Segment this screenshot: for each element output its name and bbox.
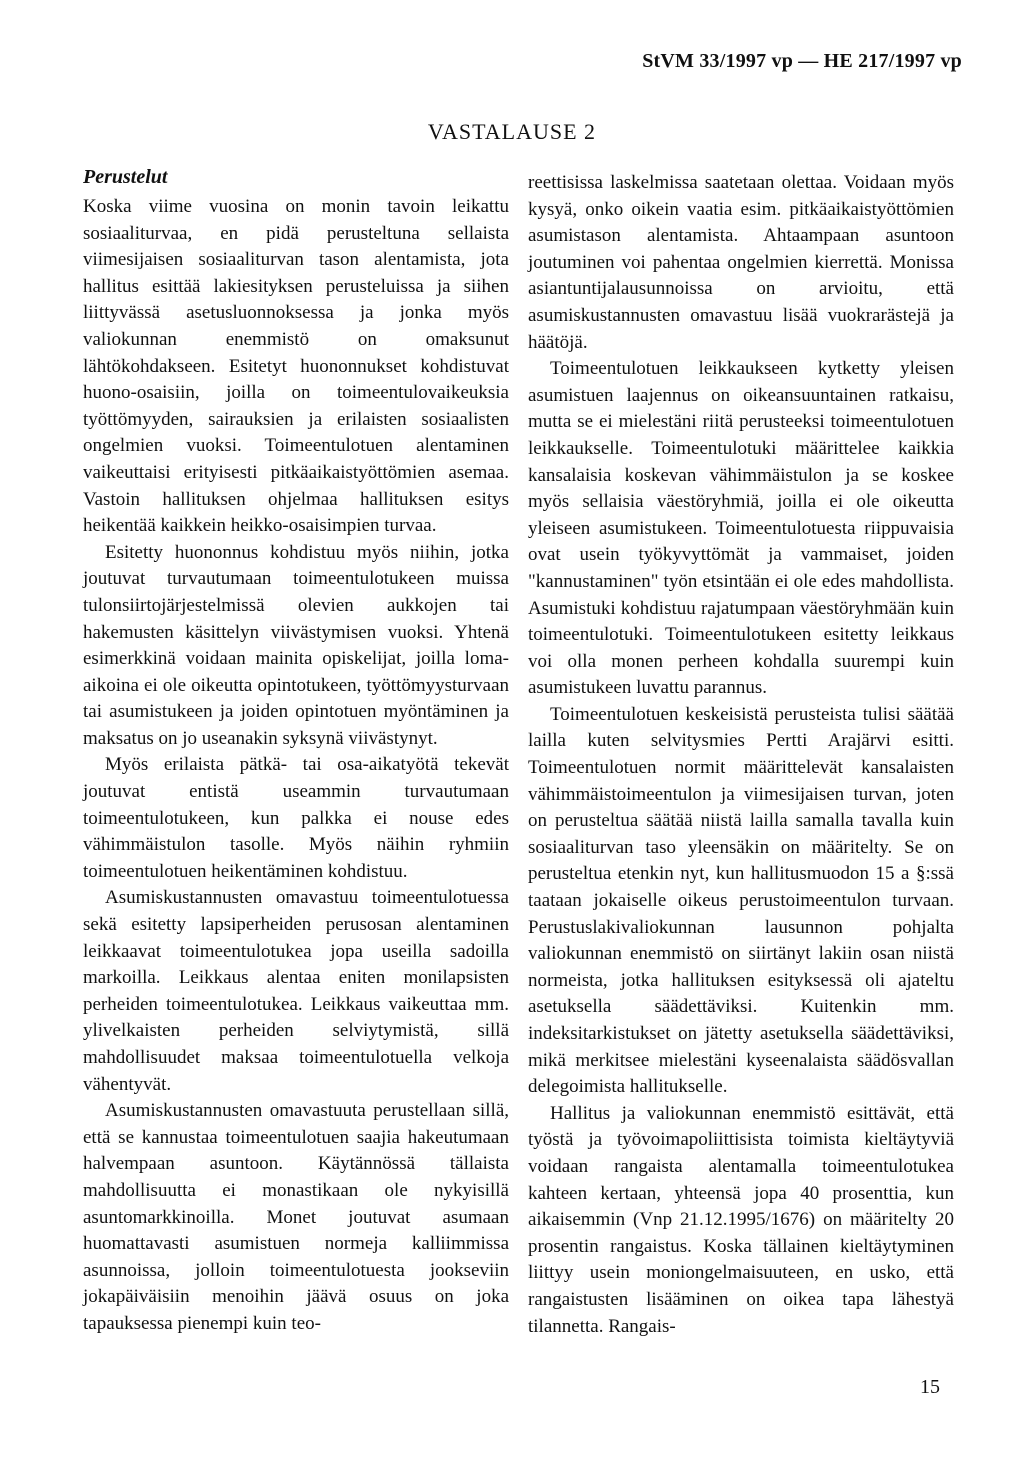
paragraph: Myös erilaista pätkä- tai osa-aikatyötä tekevät joutuvat entistä useammin turvautumaan toimeentulotukeen, kun palkka ei nouse edes vähimmäistulon tasolle. Myös näihin ryhmiin toimeentulotuen heikentäminen kohdistuu.	[83, 754, 509, 882]
paragraph: Asumiskustannusten omavastuuta perustellaan sillä, että se kannustaa toimeentulotuen saajia hakeutumaan halvempaan asuntoon. Käytännössä tällaista mahdollisuutta ei monastikaan ole nykyisillä asuntomarkkinoilla. Monet joutuvat asumaan huomattavasti asumistuen normeja kalliimmissa asunnoissa, jolloin toimeentulotuesta jookseviin jokapäiväisiin menoihin jäävä osuus on joka tapauksessa pienempi kuin teo-	[83, 1100, 509, 1334]
paragraph: Toimeentulotuen leikkaukseen kytketty yleisen asumistuen laajennus on oikeansuuntainen ratkaisu, mutta se ei mielestäni riitä perusteeksi toimeentulotuen leikkaukselle. Toimeentulotuki määrittelee kaikkia kansalaisia koskevan vähimmäistulon ja se koskee myös sellaisia väestöryhmiä, joilla ei ole oikeutta yleiseen asumistukeen. Toimeentulotuesta riippuvaisia ovat usein työkyvyttömät ja vammaiset, joiden "kannustaminen" työn etsintään ei ole edes mahdollista. Asumistuki kohdistuu rajatumpaan väestöryhmään kuin toimeentulotuki. Toimeentulotukeen esitetty leikkaus voi olla monen perheen kohdalla suurempi kuin asumistukeen luvattu parannus.	[528, 358, 954, 699]
section-heading: Perustelut	[83, 166, 168, 188]
paragraph: Esitetty huononnus kohdistuu myös niihin, jotka joutuvat turvautumaan toimeentulotukeen muissa tulonsiirtojärjestelmissä olevien aukkojen tai hakemusten käsittelyn viivästymisen vuoksi. Yhtenä esimerkkinä voidaan mainita opiskelijat, joilla loma-aikoina ei ole oikeutta opintotukeen, työttömyysturvaan tai asumistukeen ja joiden opintotuen myöntäminen ja maksatus on jo useanakin syksynä viivästynyt.	[83, 541, 509, 749]
right-column	[528, 170, 954, 1340]
document-title: VASTALAUSE 2	[427, 119, 597, 144]
left-column	[83, 164, 509, 1338]
running-head: StVM 33/1997 vp — HE 217/1997 vp	[642, 50, 962, 72]
page-number: 15	[920, 1376, 940, 1398]
paragraph: Hallitus ja valiokunnan enemmistö esittävät, että työstä ja työvoimapoliittisista toimista kieltäytyviä voidaan rangaista alentamalla toimeentulotukea kahteen kertaan, yhteensä jopa 40 prosenttia, kun aikaisemmin (Vnp 21.12.1995/1676) on määritelty 20 prosentin rangaistus. Koska tällainen kieltäytyminen liittyy usein moniongelmaisuuteen, en usko, että rangaistusten lisääminen on oikea tapa lähestyä tilannetta. Rangais-	[528, 1102, 954, 1337]
paragraph: Koska viime vuosina on monin tavoin leikattu sosiaaliturvaa, en pidä perusteltuna sellaista viimesijaisen sosiaaliturvan tason alentamista, jota hallitus esittää lakiesityksen perusteluissa ja siihen liittyvässä asetusluonnoksessa ja jonka myös valiokunnan enemmistö on omaksunut lähtökohdakseen. Esitetyt huononnukset kohdistuvat huono-osaisiin, joilla on toimeentulovaikeuksia työttömyyden, sairauksien ja erilaisten sosiaalisten ongelmien vuoksi. Toimeentulotuen alentaminen vaikeuttaisi erityisesti pitkäaikaistyöttömien asemaa. Vastoin hallituksen ohjelmaa hallituksen esitys heikentää kaikkein heikko-osaisimpien turvaa.	[83, 196, 509, 537]
paragraph: reettisissa laskelmissa saatetaan olettaa. Voidaan myös kysyä, onko oikein vaatia esim. pitkäaikaistyöttömien asumistason alentamista. Ahtaampaan asuntoon joutuminen voi pahentaa ongelmien kierrettä. Monissa asiantuntijalausunnoissa on arvioitu, että asumiskustannusten omavastuu lisää vuokrarästejä ja häätöjä.	[528, 172, 954, 353]
paragraph: Toimeentulotuen keskeisistä perusteista tulisi säätää lailla kuten selvitysmies Pertti Arajärvi esitti. Toimeentulotuen normit määrittelevät kansalaisten vähimmäistoimeentulon ja viimesijaisen turvan, joten on perusteltua säätää niistä lailla samalla tavalla kuin sosiaaliturvan taso yleensäkin on määritelty. Se on perusteltua etenkin nyt, kun hallitusmuodon 15 a §:ssä taataan jokaiselle oikeus perustoimeentulon turvaan. Perustuslakivaliokunnan lausunnon pohjalta valiokunnan enemmistö on siirtänyt lakiin osan niistä normeista, jotka hallituksen esityksessä oli ajateltu asetuksella säädettäviksi. Kuitenkin mm. indeksitarkistukset on jätetty asetuksella säädettäviksi, mikä merkitsee mielestäni kyseenalaista säädösvallan delegoimista hallitukselle.	[528, 703, 954, 1098]
paragraph: Asumiskustannusten omavastuu toimeentulotuessa sekä esitetty lapsiperheiden perusosan alentaminen leikkaavat toimeentulotukea jopa useilla sadoilla markoilla. Leikkaus alentaa eniten monilapsisten perheiden toimeentulotukea. Leikkaus vaikeuttaa mm. ylivelkaisten perheiden selviytymistä, sillä mahdollisuudet maksaa toimeentulotuella velkoja vähentyvät.	[83, 887, 509, 1095]
